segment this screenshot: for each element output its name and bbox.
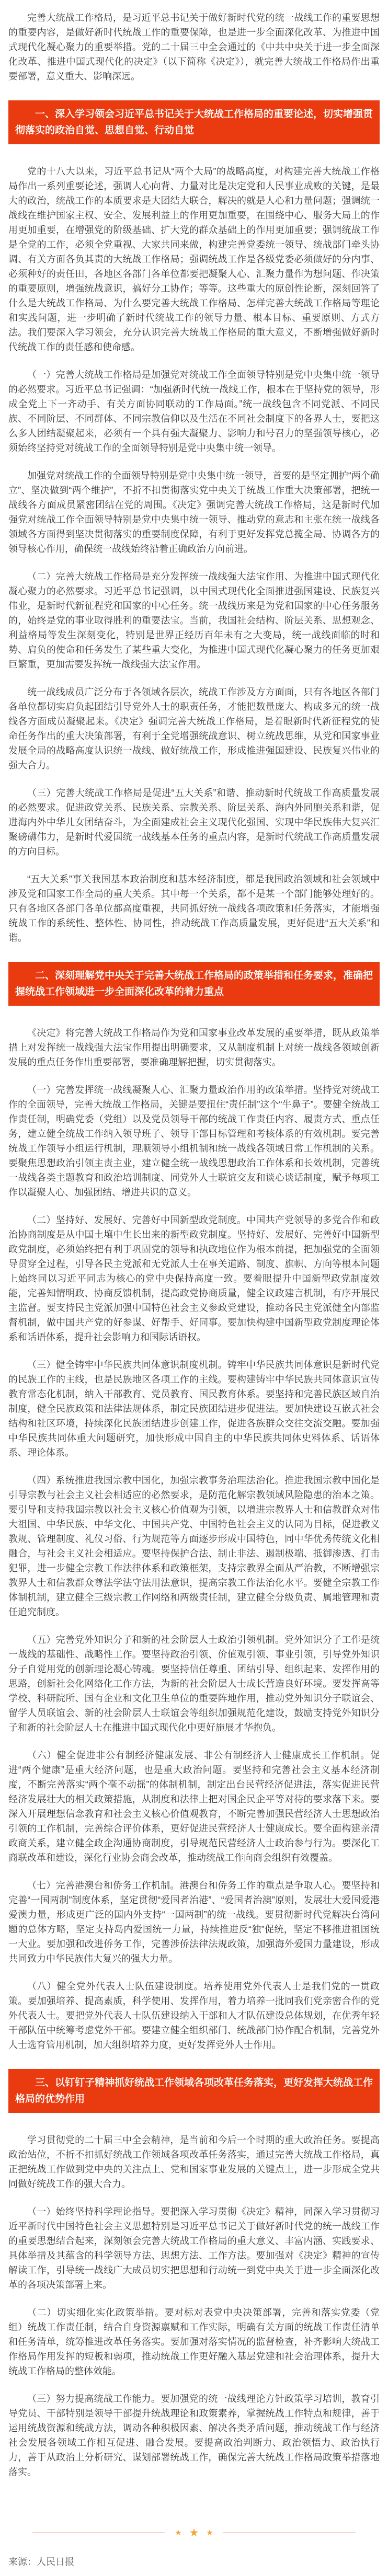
paragraph: （五）完善党外知识分子和新的社会阶层人士政治引领机制。党外知识分子工作是统一战线的基础性、战略性工作。要坚持政治引领、价值观引领、事业引领，引导党外知识分子自觉用党的创新理论凝心铸魂。要坚持信任尊重、团结引导、组织起来、发挥作用的思路，创新社会化网络化工作方法，为新的社会阶层人士成长营造良好环境。要发挥高等学校、科研院所、国有企业和文化卫生单位的重要阵地作用，推动党外知识分子联谊会、留学人员联谊会、新的社会阶层人士联谊会等组织加强规范化建设，鼓励支持党外知识分子和新的社会阶层人士在推进中国式现代化中更好施展才华抱负。: [8, 1635, 380, 1733]
paragraph: “五大关系”事关我国基本政治制度和基本经济制度，都是我国政治领域和社会领域中涉及党和国家工作全局的重大关系。其中每一个关系，都不是某一个部门能够处理好的。只有各地区各部门各单位都高度重视，共同抓好统一战线各项政策和任务落实，才能增强统战工作的系统性、整体性、协同性，推动统战工作高质量发展，更好促进“五大关系”和谐。: [8, 874, 380, 943]
paragraph: 统一战线成员广泛分布于各领域各层次，统战工作涉及方方面面，只有各地区各部门各单位都切实肩负起团结引导党外人士的职责任务，才能把数量庞大、构成多元的统一战线各方面成员凝聚起来。《决定》强调完善大统战工作格局，是着眼新时代新征程党的使命任务作出的重大决策部署，有利于全党增强统战意识、树立统战思维，从党和国家事业发展全局的战略高度认识统一战线、做好统战工作，形成推进强国建设、民族复兴伟业的强大合力。: [8, 687, 380, 770]
star-icon: ★: [206, 2528, 213, 2537]
article-body: [8, 10, 380, 2479]
source-line: 来源：人民日报: [8, 2557, 74, 2567]
paragraph: 《决定》将完善大统战工作格局作为党和国家事业改革发展的重要举措，既从政策举措上对发挥统一战线强大法宝作用提出明确要求，又从制度机制上对统一战线各领域创新发展的重点任务作出重要部署，要准确理解把握，切实贯彻落实。: [8, 1028, 380, 1067]
paragraph: （六）健全促进非公有制经济健康发展、非公有制经济人士健康成长工作机制。促进“两个健康”是重大经济问题，也是重大政治问题。要坚持和完善社会主义基本经济制度，不断完善落实“两个毫不动摇”的体制机制，制定出台民营经济促进法，落实促进民营经济发展壮大的相关政策措施，从制度和法律上把对国企民企平等对待的要求落下来。要深入开展理想信念教育和社会主义核心价值观教育，不断完善加强民营经济人士思想政治引领的工作机制，完善综合评价体系，更好促进民营经济人士健康成长。要全面构建亲清政商关系，建立健全政企沟通协商制度，引导规范民营经济人士政治参与行为。要深化工商联改革和建设，深化行业协会商会改革，推动统战工作向商会组织有效覆盖。: [8, 1750, 380, 1863]
paragraph: （二）坚持好、发展好、完善好中国新型政党制度。中国共产党领导的多党合作和政治协商制度是从中国土壤中生长出来的新型政党制度。坚持好、发展好、完善好中国新型政党制度，必须始终把有利于巩固党的领导和执政地位作为根本前提，把加强党的全面领导贯穿全过程，引导各民主党派和无党派人士在事关道路、制度、旗帜、方向等根本问题上始终同以习近平同志为核心的党中央保持高度一致。要着眼提升中国新型政党制度效能，完善知情明政、协商反馈机制，提高政党协商质量，健全议政建言机制，有序开展民主监督。要支持民主党派加强中国特色社会主义参政党建设，推动各民主党派健全内部监督机制，做中国共产党的好参谋、好帮手、好同事。要加快构建中国新型政党制度理论体系和话语体系，提升社会影响力和国际话语权。: [8, 1215, 380, 1342]
paragraph: （二）切实细化实化政策举措。要对标对表党中央决策部署，完善和落实党委（党组）统战工作责任制，结合自身资源禀赋和工作实际，明确有关方面的统战工作责任清单和任务清单，统筹推进改革任务落实。要加强对落实情况的监督检查，补齐影响大统战工作格局作用发挥的短板和弱项，推动统战工作更好融入基层党建和社会治理体系，提升大统战工作格局的整体效能。: [8, 2307, 380, 2376]
paragraph: （三）完善大统战工作格局是促进“五大关系”和谐、推动新时代统战工作高质量发展的必然要求。促进政党关系、民族关系、宗教关系、阶层关系、海内外同胞关系和谐，促进海内外中华儿女团结奋斗，为全面建成社会主义现代化强国、实现中华民族伟大复兴汇聚磅礴伟力，是新时代爱国统一战线基本任务的重点内容，是新时代统战工作高质量发展的方向目标。: [8, 788, 380, 857]
paragraph: 完善大统战工作格局，是习近平总书记关于做好新时代党的统一战线工作的重要思想的重要内容，是做好新时代统战工作的重要保障，也是进一步全面深化改革、为推进中国式现代化凝心聚力的重要举措。党的二十届三中全会通过的《中共中央关于进一步全面深化改革、推进中国式现代化的决定》（以下简称《决定》），就完善大统战工作格局作出重要部署，意义重大、影响深远。: [8, 13, 380, 82]
footer-divider: [8, 2527, 380, 2538]
star-icon: ★: [189, 2527, 199, 2539]
paragraph: （八）健全党外代表人士队伍建设制度。培养使用党外代表人士是我们党的一贯政策。要加强培养、提高素质，科学使用、发挥作用，着力培养一批同我们党亲密合作的党外代表人士。要把党外代表人士队伍建设纳入干部和人才队伍建设总体规划，在优秀年轻干部队伍中统筹考虑党外干部。要建立健全组织部门、统战部门协作配合机制，完善党外人士选育管用机制，加大组织培养力度，更好发挥党外人士作用。: [8, 1981, 380, 2050]
paragraph: 学习贯彻党的二十届三中全会精神，是当前和今后一个时期的重大政治任务。要提高政治站位，不折不扣抓好统战工作领域各项改革任务落实，通过完善大统战工作格局，真正把统战工作做到党中央的关注点上、党和国家事业发展的关键点上，进一步形成全党共同做好统战工作的强大合力。: [8, 2135, 380, 2189]
paragraph: （二）完善大统战工作格局是充分发挥统一战线强大法宝作用、为推进中国式现代化凝心聚力的必然要求。习近平总书记强调，以中国式现代化全面推进强国建设、民族复兴伟业，是新时代新征程党和国家的中心任务。统一战线历来是为党和国家的中心任务服务的，始终是党的事业取得胜利的重要法宝。当前，我国社会结构、阶层关系、思想观念、利益格局等发生深刻变化，特别是世界正经历百年未有之大变局，统一战线面临的时和势、肩负的使命和任务发生了某些重大变化，为推进中国式现代化凝心聚力的任务更加艰巨繁重，更加需要发挥统一战线强大法宝作用。: [8, 571, 380, 670]
paragraph: （七）完善港澳台和侨务工作机制。港澳台和侨务工作的重点是争取人心。要坚持和完善“一国两制”制度体系，坚定贯彻“爱国者治港”、“爱国者治澳”原则，发展壮大爱国爱港爱澳力量，形成更广泛的国内外支持“一国两制”的统一战线。要贯彻新时代党解决台湾问题的总体方略，坚定支持岛内爱国统一力量，持续推进反“独”促统，坚定不移推进祖国统一大业。要加强和改进侨务工作，完善涉侨法律法规政策，加强海外爱国力量建设，形成共同致力中华民族伟大复兴的强大力量。: [8, 1880, 380, 1964]
divider-stars: [175, 2527, 213, 2538]
star-icon: ★: [175, 2528, 182, 2537]
paragraph: 党的十八大以来，习近平总书记从“两个大局”的战略高度，对构建完善大统战工作格局作出一系列重要论述，强调人心向背、力量对比是决定党和人民事业成败的关键，是最大的政治，统战工作的本质要求是大团结大联合，解决的就是人心和力量问题；强调统一战线在维护国家主权、安全、发展利益上的作用更加重要，在围绕中心、服务大局上的作用更加重要，在增强党的阶级基础、扩大党的群众基础上的作用更加重要；强调统战工作是全党的工作，必须全党重视、大家共同来做，构建完善党委统一领导、统战部门牵头协调、有关方面各负其责的大统战工作格局；强调统战工作是各级党委必须做好的分内事、必须种好的责任田，各地区各部门各单位都要把凝聚人心、汇聚力量作为想问题、作决策的重要原则，增强统战意识，搞好分工协作；等等。这些重大的原创性论断，深刻回答了什么是大统战工作格局、为什么要完善大统战工作格局、怎样完善大统战工作格局等理论和实践问题，进一步明确了新时代统战工作的领导力量、根本目标、重要原则、方式方法。我们要深入学习领会，充分认识完善大统战工作格局的重大意义，不断增强做好新时代统战工作的责任感和使命感。: [8, 166, 380, 352]
paragraph: （一）始终坚持科学理论指导。要把深入学习贯彻《决定》精神，同深入学习贯彻习近平新时代中国特色社会主义思想特别是习近平总书记关于做好新时代党的统一战线工作的重要思想结合起来，深刻领会完善大统战工作格局的重大意义、丰富内涵、实践要求、具体举措及其蕴含的科学领导方法、思想方法、工作方法。要加强对《决定》精神的宣传解读工作，引导统一战线广大成员切实把思想和行动统一到党中央关于进一步全面深化改革的各项决策部署上来。: [8, 2206, 380, 2290]
paragraph: （四）系统推进我国宗教中国化，加强宗教事务治理法治化。推进我国宗教中国化是引导宗教与社会主义社会相适应的必然要求，是防范化解宗教领域风险隐患的治本之策。要引导和支持我国宗教以社会主义核心价值观为引领，以增进宗教界人士和信教群众对伟大祖国、中华民族、中华文化、中国共产党、中国特色社会主义的认同为目标，促进教义教规、管理制度、礼仪习俗、行为规范等方面逐步形成中国特色，同中华优秀传统文化相融合，与社会主义社会相适应。要坚持保护合法、制止非法、遏制极端、抵御渗透、打击犯罪，进一步健全宗教工作法律体系和政策框架，支持宗教界全面从严治教，不断增强宗教界人士和信教群众尊法学法守法用法意识，提高宗教工作法治化水平。要健全宗教工作体制机制，建立健全三级宗教工作网络和两级责任制，建立健全分级负责、属地管理和责任追究制度。: [8, 1475, 380, 1617]
paragraph: （三）努力提高统战工作能力。要加强党的统一战线理论方针政策学习培训，教育引导党员、干部特别是领导干部提升统战理论和政策素养，掌握统战工作特点和规律，善于运用统战资源和统战方法，调动各种积极因素、解决各类矛盾问题，推动统战工作与经济社会发展各领域工作相互促进、融合发展。要提高政治判断力、政治领悟力、政治执行力，善于从政治上分析研究、谋划部署统战工作，确保完善大统战工作格局政策举措落地落实。: [8, 2394, 380, 2477]
paragraph: （一）完善发挥统一战线凝聚人心、汇聚力量政治作用的政策举措。坚持党对统战工作的全面领导，完善大统战工作格局，关键是要扭住“责任制”这个“牛鼻子”。要健全统战工作责任制，明确党委（党组）以及党员领导干部的统战工作责任内容、履责方式、重点任务，建立健全统战工作纳入领导班子、领导干部目标管理和考核体系的有效机制。要完善统战工作领导小组运行机制，理顺领导小组机制和统一战线各领域日常工作机制的关系。要聚焦思想政治引领主责主业，建立健全统一战线思想政治工作体系和长效机制，完善统一战线各类主题教育和政治培训制度、同党外人士联谊交友和谈心谈话制度，赋予每项工作以凝聚人心、加强团结、增进共识的意义。: [8, 1085, 380, 1198]
paragraph: 加强党对统战工作的全面领导特别是党中央集中统一领导，首要的是坚定拥护“两个确立”、坚决做到“两个维护”，不折不扣贯彻落实党中央关于统战工作重大决策部署，把统一战线各方面成员紧密团结在党的周围。《决定》强调完善大统战工作格局，这是新时代加强党对统战工作全面领导特别是党中央集中统一领导、推动党的意志和主张在统一战线各领域各方面得到坚决贯彻落实的重要制度保障，有利于更好发挥党总揽全局、协调各方的领导核心作用，确保统一战线始终沿着正确政治方向前进。: [8, 470, 380, 554]
section-heading: 三、以钉钉子精神抓好统战工作领域各项改革任务落实，更好发挥大统战工作格局的优势作用: [8, 2069, 380, 2113]
section-heading: 一、深入学习领会习近平总书记关于大统战工作格局的重要论述，切实增强贯彻落实的政治自觉、思想自觉、行动自觉: [8, 100, 380, 144]
section-heading: 二、深刻理解党中央关于完善大统战工作格局的政策举措和任务要求，准确把握统战工作领域进一步全面深化改革的着力重点: [8, 962, 380, 1006]
paragraph: （一）完善大统战工作格局是加强党对统战工作全面领导特别是党中央集中统一领导的必然要求。习近平总书记强调：“加强新时代统一战线工作，根本在于坚持党的领导，形成全党上下一齐动手、有关方面协同联动的工作局面。”统一战线包含不同党派、不同民族、不同阶层、不同群体、不同宗教信仰以及生活在不同社会制度下的各界人士，要把这么多人团结凝聚起来，必须有一个具有强大凝聚力、影响力和号召力的坚强领导核心，必须始终坚持党对统战工作的全面领导特别是党中央集中统一领导。: [8, 370, 380, 453]
paragraph: （三）健全铸牢中华民族共同体意识制度机制。铸牢中华民族共同体意识是新时代党的民族工作的主线，也是民族地区各项工作的主线。要构建铸牢中华民族共同体意识宣传教育常态化机制，纳入干部教育、党员教育、国民教育体系。要坚持和完善民族区域自治制度，健全民族政策和法律法规体系，制定民族团结进步促进法。要加快建设互嵌式社会结构和社区环境，持续深化民族团结进步创建工作，促进各族群众交往交流交融。要加强中华民族共同体重大问题研究，加快形成中国自主的中华民族共同体史料体系、话语体系、理论体系。: [8, 1360, 380, 1458]
